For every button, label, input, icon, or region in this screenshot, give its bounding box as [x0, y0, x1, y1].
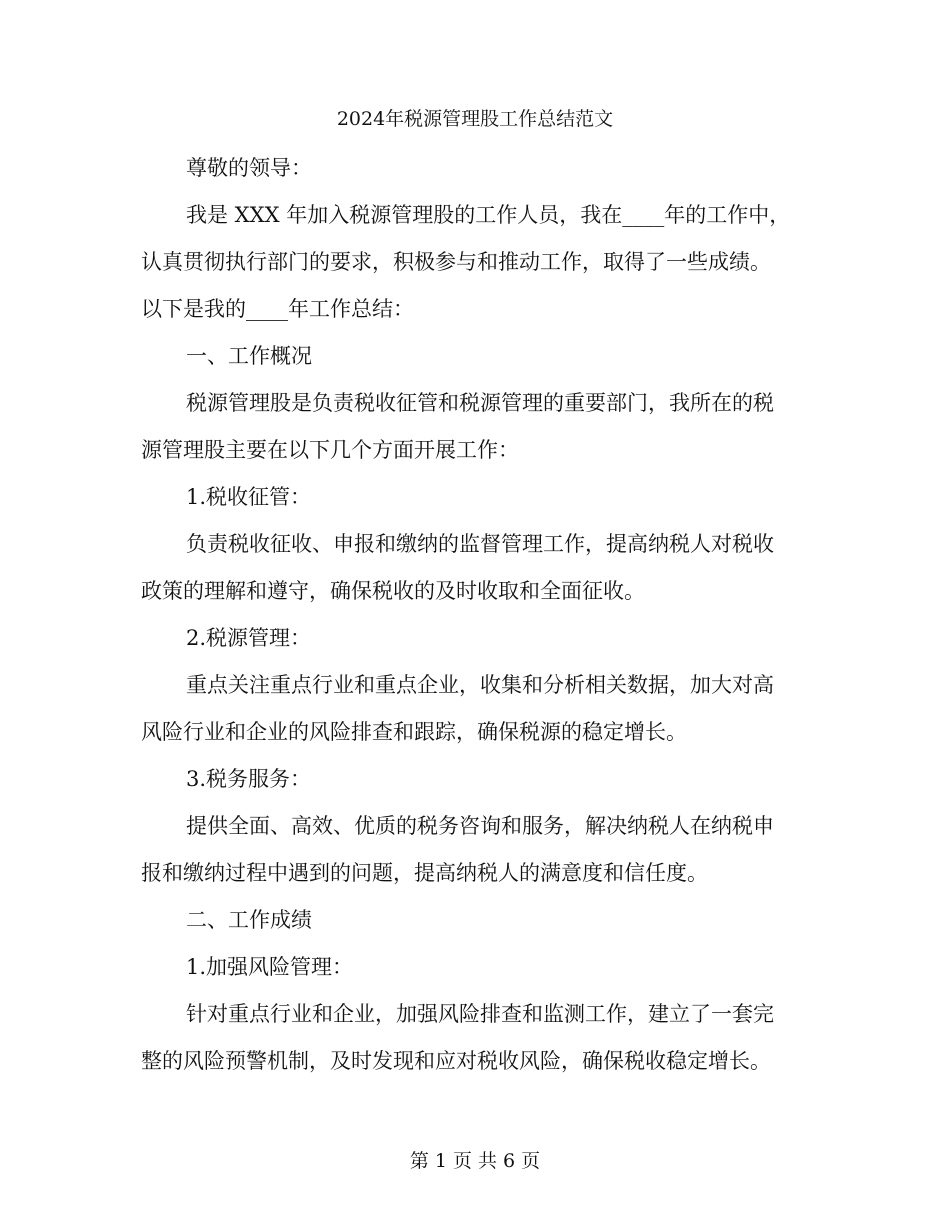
- paragraph-line: 风险行业和企业的风险排查和跟踪，确保税源的稳定增长。: [141, 720, 687, 744]
- paragraph-line: 整的风险预警机制，及时发现和应对税收风险，确保税收稳定增长。: [141, 1049, 771, 1073]
- paragraph-line: 提供全面、高效、优质的税务咨询和服务，解决纳税人在纳税申: [186, 814, 774, 838]
- paragraph-line: 源管理股主要在以下几个方面开展工作：: [141, 438, 519, 462]
- paragraph-line: 报和缴纳过程中遇到的问题，提高纳税人的满意度和信任度。: [141, 861, 708, 885]
- document-title: 2024年税源管理股工作总结范文: [336, 108, 614, 130]
- salutation: 尊敬的领导：: [186, 156, 312, 180]
- subsection-heading: 1.加强风险管理：: [186, 955, 354, 979]
- subsection-heading: 2.税源管理：: [186, 626, 312, 650]
- section-heading: 二、工作成绩: [186, 908, 312, 932]
- paragraph-line: 以下是我的____年工作总结：: [141, 297, 414, 321]
- paragraph-line: 重点关注重点行业和重点企业，收集和分析相关数据，加大对高: [186, 673, 774, 697]
- section-heading: 一、工作概况: [186, 344, 312, 368]
- paragraph-line: 我是 XXX 年加入税源管理股的工作人员，我在____年的工作中，: [186, 203, 791, 227]
- paragraph-line: 认真贯彻执行部门的要求，积极参与和推动工作，取得了一些成绩。: [141, 250, 771, 274]
- paragraph-line: 负责税收征收、申报和缴纳的监督管理工作，提高纳税人对税收: [186, 532, 774, 556]
- paragraph-line: 政策的理解和遵守，确保税收的及时收取和全面征收。: [141, 579, 645, 603]
- subsection-heading: 1.税收征管：: [186, 485, 312, 509]
- subsection-heading: 3.税务服务：: [186, 767, 312, 791]
- page-number-footer: 第 1 页 共 6 页: [409, 1150, 541, 1172]
- paragraph-line: 税源管理股是负责税收征管和税源管理的重要部门，我所在的税: [186, 391, 774, 415]
- paragraph-line: 针对重点行业和企业，加强风险排查和监测工作，建立了一套完: [186, 1002, 774, 1026]
